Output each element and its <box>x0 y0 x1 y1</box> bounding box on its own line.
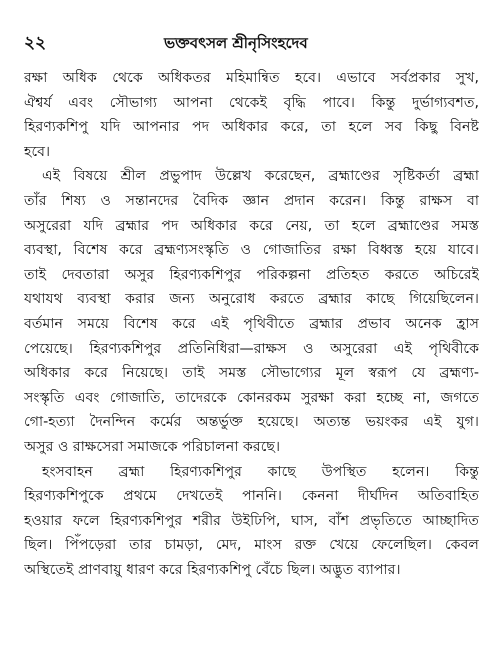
text-line: এই বিষয়ে শ্রীল প্রভুপাদ উল্লেখ করেছেন, ব্রহ্মাণ্ডের সৃষ্টিকর্তা ব্রহ্মা <box>42 168 479 185</box>
text-line: তাই দেবতারা অসুর হিরণ্যকশিপুর পরিকল্পনা প্রতিহত করতে অচিরেই <box>24 266 479 283</box>
text-line: অধিকার করে নিয়েছে। তাই সমস্ত সৌভাগ্যের মূল স্বরূপ যে ব্রহ্মণ্য- <box>24 365 479 382</box>
text-line: অসুরেরা যদি ব্রহ্মার পদ অধিকার করে নেয়, তা হলে ব্রহ্মাণ্ডের সমস্ত <box>24 217 479 234</box>
body-text <box>24 66 479 582</box>
text-line: হবে। <box>24 143 51 160</box>
paragraph-3 <box>24 460 479 583</box>
running-title: ভক্তবৎসল শ্রীনৃসিংহদেব <box>164 34 308 52</box>
text-line: হিরণ্যকশিপুকে প্রথমে দেখতেই পাননি। কেননা দীর্ঘদিন অতিবাহিত <box>24 488 479 505</box>
text-line: অসুর ও রাক্ষসেরা সমাজকে পরিচালনা করছে। <box>24 438 281 455</box>
text-line: অস্থিতেই প্রাণবায়ু ধারণ করে হিরণ্যকশিপু বেঁচে ছিল। অদ্ভুত ব্যাপার। <box>24 561 401 578</box>
page-header <box>24 30 474 52</box>
text-line: সংস্কৃতি এবং গোজাতি, তাদেরকে কোনরকম সুরক্ষা করা হচ্ছে না, জগতে <box>24 389 479 406</box>
text-line: ব্যবস্থা, বিশেষ করে ব্রহ্মণ্যসংস্কৃতি ও গোজাতির রক্ষা বিধ্বস্ত হয়ে যাবে। <box>24 242 479 259</box>
text-line: যথাযথ ব্যবস্থা করার জন্য অনুরোধ করতে ব্রহ্মার কাছে গিয়েছিলেন। <box>24 291 479 308</box>
paragraph-1 <box>24 66 479 164</box>
text-line: হংসবাহন ব্রহ্মা হিরণ্যকশিপুর কাছে উপস্থিত হলেন। কিন্তু <box>42 463 479 480</box>
text-line: ঐশ্বর্য এবং সৌভাগ্য আপনা থেকেই বৃদ্ধি পাবে। কিন্তু দুর্ভাগ্যবশত, <box>24 94 479 111</box>
text-line: পেয়েছে। হিরণ্যকশিপুর প্রতিনিধিরা—রাক্ষস ও অসুরেরা এই পৃথিবীকে <box>24 340 479 357</box>
text-line: ছিল। পিঁপড়েরা তার চামড়া, মেদ, মাংস রক্ত খেয়ে ফেলেছিল। কেবল <box>24 537 479 554</box>
text-line: গো-হত্যা দৈনন্দিন কর্মের অন্তর্ভুক্ত হয়েছে। অত্যন্ত ভয়ংকর এই যুগ। <box>24 414 479 431</box>
text-line: বর্তমান সময়ে বিশেষ করে এই পৃথিবীতে ব্রহ্মার প্রভাব অনেক হ্রাস <box>24 315 479 332</box>
text-line: হিরণ্যকশিপু যদি আপনার পদ অধিকার করে, তা হলে সব কিছু বিনষ্ট <box>24 119 479 136</box>
paragraph-2 <box>24 164 479 459</box>
text-line: তাঁর শিষ্য ও সন্তানদের বৈদিক জ্ঞান প্রদান করেন। কিন্তু রাক্ষস বা <box>24 192 479 209</box>
text-line: হওয়ার ফলে হিরণ্যকশিপুর শরীর উইঢিপি, ঘাস, বাঁশ প্রভৃতিতে আচ্ছাদিত <box>24 512 479 529</box>
text-line: রক্ষা অধিক থেকে অধিকতর মহিমান্বিত হবে। এভাবে সর্বপ্রকার সুখ, <box>24 70 479 86</box>
page-number: ২২ <box>24 33 47 53</box>
